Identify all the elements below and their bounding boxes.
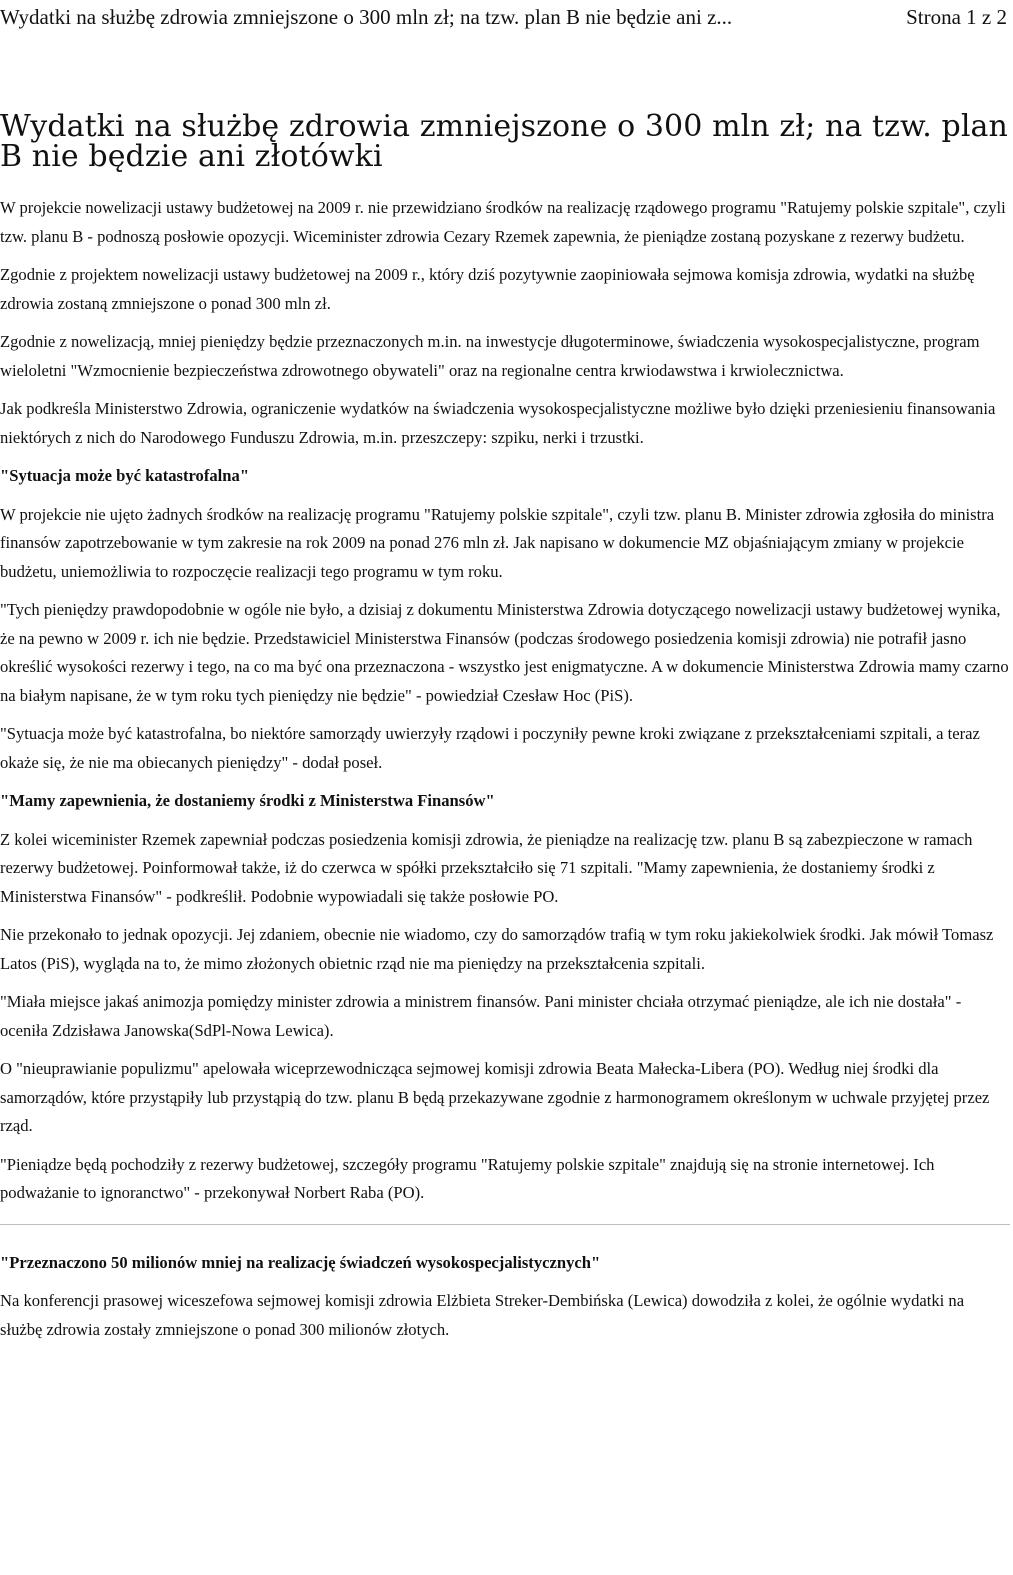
- paragraph: "Sytuacja może być katastrofalna, bo niektóre samorządy uwierzyły rządowi i poczyniły pewne kroki związane z przekształceniami szpitali, a teraz okaże się, że nie ma obiecanych pieniędzy" - dodał poseł.: [0, 724, 980, 772]
- section-heading: "Przeznaczono 50 milionów mniej na realizację świadczeń wysokospecjalistycznych": [0, 1252, 601, 1272]
- paragraph: W projekcie nie ujęto żadnych środków na realizację programu "Ratujemy polskie szpitale", czyli tzw. planu B. Minister zdrowia zgłosiła do ministra finansów zapotrzebowanie w tym zakresie na rok 2009 na ponad 276 mln zł. Jak napisano w dokumencie MZ objaśniającym zmiany w projekcie budżetu, uniemożliwia to rozpoczęcie realizacji tego programu w tym roku.: [0, 504, 995, 581]
- paragraph: Nie przekonało to jednak opozycji. Jej zdaniem, obecnie nie wiadomo, czy do samorządów trafią w tym roku jakiekolwiek środki. Jak mówił Tomasz Latos (PiS), wygląda na to, że mimo złożonych obietnic rząd nie ma pieniędzy na przekształcenia szpitali.: [0, 925, 994, 973]
- paragraph: Z kolei wiceminister Rzemek zapewniał podczas posiedzenia komisji zdrowia, że pieniądze na realizację tzw. planu B są zabezpieczone w ramach rezerwy budżetowej. Poinformował także, iż do czerwca w spółki przekształciło się 71 szpitali. "Mamy zapewnienia, że dostaniemy środki z Ministerstwa Finansów" - podkreślił. Podobnie wypowiadali się także posłowie PO.: [0, 829, 973, 906]
- paragraph: Jak podkreśla Ministerstwo Zdrowia, ograniczenie wydatków na świadczenia wysokospecjalistyczne możliwe było dzięki przeniesieniu finansowania niektórych z nich do Narodowego Funduszu Zdrowia, m.in. przeszczepy: szpiku, nerki i trzustki.: [0, 399, 996, 447]
- page-header: [0, 2, 1013, 36]
- page-number: Strona 1 z 2: [906, 5, 1007, 29]
- section-divider: [0, 1224, 1010, 1225]
- paragraph: "Pieniądze będą pochodziły z rezerwy budżetowej, szczegóły programu "Ratujemy polskie szpitale" znajdują się na stronie internetowej. Ich podważanie to ignoranctwo" - przekonywał Norbert Raba (PO).: [0, 1154, 935, 1202]
- paragraph: "Tych pieniędzy prawdopodobnie w ogóle nie było, a dzisiaj z dokumentu Ministerstwa Zdrowia dotyczącego nowelizacji ustawy budżetowej wynika, że na pewno w 2009 r. ich nie będzie. Przedstawiciel Ministerstwa Finansów (podczas środowego posiedzenia komisji zdrowia) nie potrafił jasno określić wysokości rezerwy i tego, na co ma być ona przeznaczona - wszystko jest enigmatyczne. A w dokumencie Ministerstwa Zdrowia mamy czarno na białym napisane, że w tym roku tych pieniędzy nie będzie" - powiedział Czesław Hoc (PiS).: [0, 600, 1009, 705]
- paragraph: "Miała miejsce jakaś animozja pomiędzy minister zdrowia a ministrem finansów. Pani minister chciała otrzymać pieniądze, ale ich nie dostała" - oceniła Zdzisława Janowska(SdPl-Nowa Lewica).: [0, 992, 962, 1040]
- paragraph: Zgodnie z nowelizacją, mniej pieniędzy będzie przeznaczonych m.in. na inwestycje długoterminowe, świadczenia wysokospecjalistyczne, program wieloletni "Wzmocnienie bezpieczeństwa zdrowotnego obywateli" oraz na regionalne centra krwiodawstwa i krwiolecznictwa.: [0, 332, 980, 380]
- section-heading: "Sytuacja może być katastrofalna": [0, 466, 250, 485]
- article-title: Wydatki na służbę zdrowia zmniejszone o 300 mln zł; na tzw. plan B nie będzie ani złotówki: [0, 109, 1008, 174]
- article-body: [0, 194, 1010, 1354]
- header-title: Wydatki na służbę zdrowia zmniejszone o 300 mln zł; na tzw. plan B nie będzie ani z...: [0, 5, 733, 29]
- section-heading: "Mamy zapewnienia, że dostaniemy środki z Ministerstwa Finansów": [0, 791, 495, 810]
- paragraph: Zgodnie z projektem nowelizacji ustawy budżetowej na 2009 r., który dziś pozytywnie zaopiniowała sejmowa komisja zdrowia, wydatki na służbę zdrowia zostaną zmniejszone o ponad 300 mln zł.: [0, 265, 975, 313]
- paragraph: W projekcie nowelizacji ustawy budżetowej na 2009 r. nie przewidziano środków na realizację rządowego programu "Ratujemy polskie szpitale", czyli tzw. planu B - podnoszą posłowie opozycji. Wiceminister zdrowia Cezary Rzemek zapewnia, że pieniądze zostaną pozyskane z rezerwy budżetu.: [0, 198, 1006, 246]
- paragraph: Na konferencji prasowej wiceszefowa sejmowej komisji zdrowia Elżbieta Streker-Dembińska (Lewica) dowodziła z kolei, że ogólnie wydatki na służbę zdrowia zostały zmniejszone o ponad 300 milionów złotych.: [0, 1291, 965, 1339]
- paragraph: O "nieuprawianie populizmu" apelowała wiceprzewodnicząca sejmowej komisji zdrowia Beata Małecka-Libera (PO). Według niej środki dla samorządów, które przystąpiły lub przystąpią do tzw. planu B będą przekazywane zgodnie z harmonogramem określonym w uchwale przyjętej przez rząd.: [0, 1059, 990, 1135]
